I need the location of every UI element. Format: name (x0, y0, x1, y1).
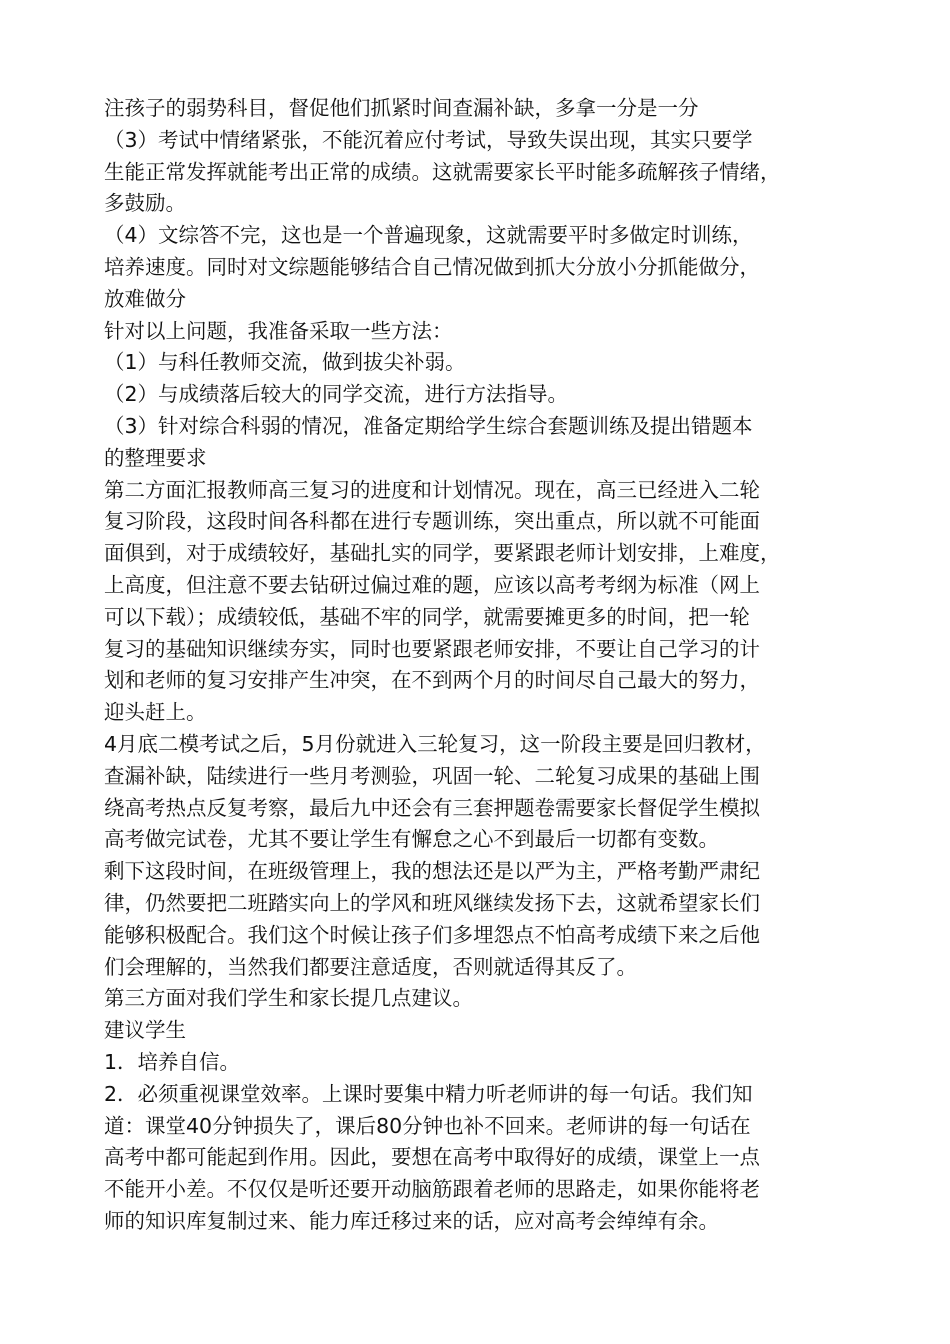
text-line: 复习的基础知识继续夯实，同时也要紧跟老师安排，不要让自己学习的计 (104, 636, 760, 661)
text-line: 针对以上问题，我准备采取一些方法： (104, 318, 453, 343)
text-line: 2．必须重视课堂效率。上课时要集中精力听老师讲的每一句话。我们知 (104, 1081, 753, 1106)
text-line: 注孩子的弱势科目，督促他们抓紧时间查漏补缺，多拿一分是一分 (104, 96, 699, 120)
text-line: 4月底二模考试之后，5月份就进入三轮复习，这一阶段主要是回归教材， (104, 731, 766, 756)
text-line: 多鼓励。 (104, 191, 186, 216)
text-line: （3）考试中情绪紧张，不能沉着应付考试，导致失误出现，其实只要学 (104, 127, 753, 152)
text-line: 生能正常发挥就能考出正常的成绩。这就需要家长平时能多疏解孩子情绪， (104, 159, 781, 184)
text-line: 第三方面对我们学生和家长提几点建议。 (104, 986, 473, 1011)
text-line: （4）文综答不完，这也是一个普遍现象，这就需要平时多做定时训练， (104, 223, 753, 248)
text-line: 放难做分 (104, 286, 186, 311)
text-line: （2）与成绩落后较大的同学交流，进行方法指导。 (104, 382, 569, 407)
text-line: 能够积极配合。我们这个时候让孩子们多埋怨点不怕高考成绩下来之后他 (104, 922, 760, 947)
text-line: 建议学生 (104, 1018, 186, 1043)
text-line: 高考做完试卷，尤其不要让学生有懈怠之心不到最后一切都有变数。 (104, 827, 719, 852)
text-line: 迎头赶上。 (104, 700, 207, 725)
text-line: 面俱到，对于成绩较好，基础扎实的同学，要紧跟老师计划安排，上难度， (104, 541, 781, 566)
text-line: 划和老师的复习安排产生冲突，在不到两个月的时间尽自己最大的努力， (104, 668, 760, 693)
text-line: 道：课堂40分钟损失了，课后80分钟也补不回来。老师讲的每一句话在 (104, 1113, 751, 1138)
text-line: （3）针对综合科弱的情况，准备定期给学生综合套题训练及提出错题本 (104, 413, 753, 438)
text-line: 不能开小差。不仅仅是听还要开动脑筋跟着老师的思路走，如果你能将老 (104, 1177, 760, 1202)
text-line: 第二方面汇报教师高三复习的进度和计划情况。现在，高三已经进入二轮 (104, 477, 760, 502)
text-line: 师的知识库复制过来、能力库迁移过来的话，应对高考会绰绰有余。 (104, 1208, 719, 1233)
document-body (104, 93, 874, 1238)
text-line: 查漏补缺，陆续进行一些月考测验，巩固一轮、二轮复习成果的基础上围 (104, 763, 760, 788)
text-line: 们会理解的，当然我们都要注意适度，否则就适得其反了。 (104, 954, 637, 979)
text-line: （1）与科任教师交流，做到拔尖补弱。 (104, 350, 466, 375)
text-line: 复习阶段，这段时间各科都在进行专题训练，突出重点，所以就不可能面 (104, 509, 760, 534)
text-line: 上高度，但注意不要去钻研过偏过难的题，应该以高考考纲为标准（网上 (104, 572, 760, 597)
text-line: 高考中都可能起到作用。因此，要想在高考中取得好的成绩，课堂上一点 (104, 1145, 760, 1170)
text-line: 的整理要求 (104, 445, 207, 470)
text-line: 1．培养自信。 (104, 1049, 241, 1074)
text-line: 培养速度。同时对文综题能够结合自己情况做到抓大分放小分抓能做分， (104, 254, 760, 279)
text-line: 律，仍然要把二班踏实向上的学风和班风继续发扬下去，这就希望家长们 (104, 890, 760, 915)
text-line: 可以下载）；成绩较低，基础不牢的同学，就需要摊更多的时间，把一轮 (104, 604, 750, 629)
text-line: 剩下这段时间，在班级管理上，我的想法还是以严为主，严格考勤严肃纪 (104, 859, 760, 884)
text-line: 绕高考热点反复考察，最后九中还会有三套押题卷需要家长督促学生模拟 (104, 795, 760, 820)
